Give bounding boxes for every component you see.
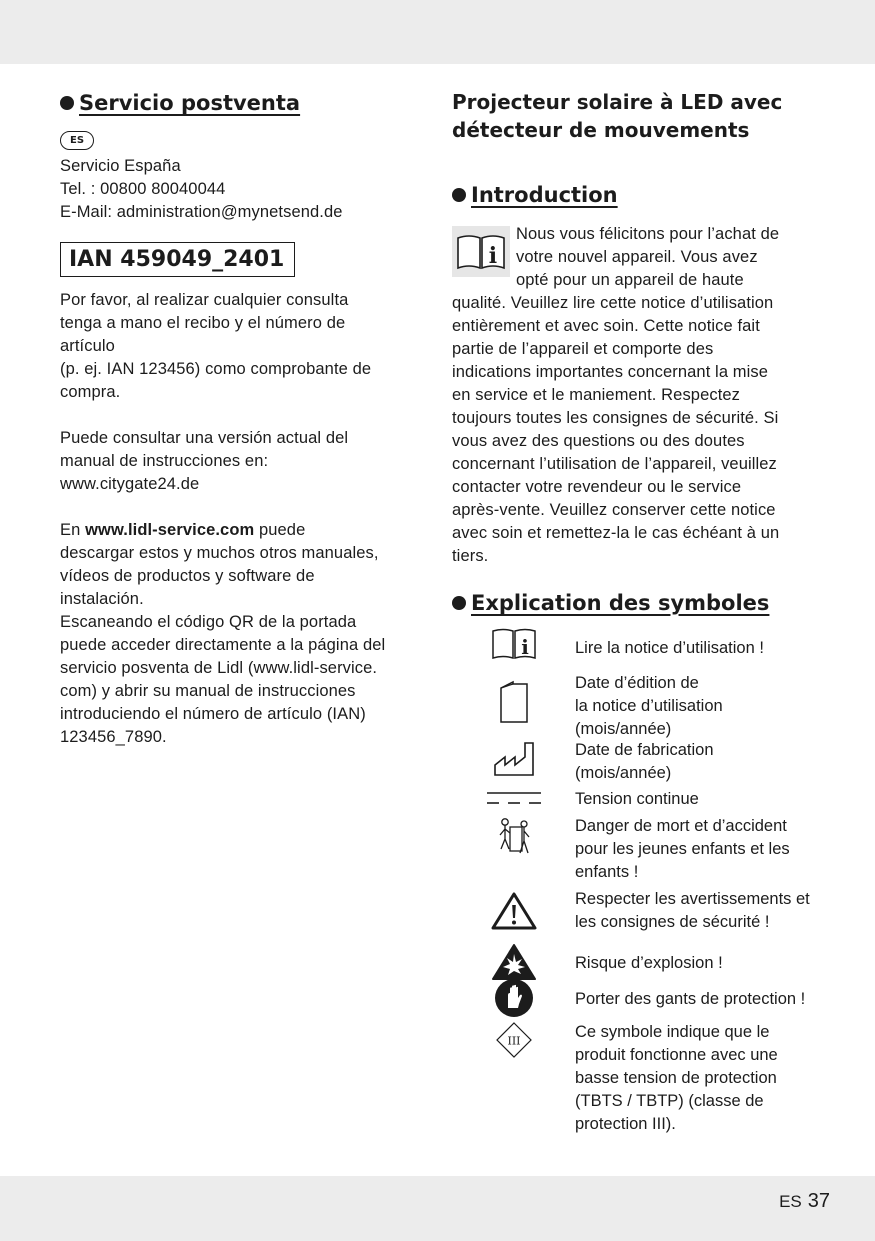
country-badge: ES	[60, 131, 94, 150]
contact-phone: Tel. : 00800 80040044	[60, 180, 226, 198]
text-line: partie de l’appareil et comporte des	[452, 340, 714, 358]
text-fragment: puede	[254, 521, 306, 539]
text-line: Risque d’explosion !	[575, 954, 723, 972]
ian-box: IAN 459049_2401	[60, 242, 295, 277]
language-code: ES	[779, 1192, 802, 1211]
text-line: tiers.	[452, 547, 489, 565]
text-line: puede acceder directamente a la página del	[60, 636, 386, 654]
symbol-description	[575, 672, 723, 741]
text-line: pour les jeunes enfants et les	[575, 840, 790, 858]
introduction-paragraph	[452, 223, 842, 568]
symbol-row	[452, 627, 842, 672]
top-band	[0, 0, 875, 64]
bullet-icon	[452, 188, 466, 202]
title-line: Projecteur solaire à LED avec	[452, 90, 783, 114]
bullet-icon	[60, 96, 74, 110]
text-line: protection III).	[575, 1115, 676, 1133]
text-line: après-vente. Veuillez conserver cette notice	[452, 501, 776, 519]
svg-text:i: i	[488, 243, 498, 269]
symbol-icon-cell	[452, 627, 575, 661]
symbol-description	[575, 788, 699, 811]
manual-info-icon	[452, 226, 510, 277]
lidl-service-link: www.lidl-service.com	[85, 521, 255, 539]
text-line: Date de fabrication	[575, 741, 714, 759]
text-line: votre nouvel appareil. Vous avez	[516, 248, 758, 266]
text-line: entièrement et avec soin. Cette notice fait	[452, 317, 760, 335]
paragraph-receipt	[60, 289, 430, 404]
text-line: Porter des gants de protection !	[575, 990, 806, 1008]
text-line: vous avez des questions ou des doutes	[452, 432, 745, 450]
text-line: opté pour un appareil de haute	[516, 271, 744, 289]
text-line: manual de instrucciones en:	[60, 452, 269, 470]
symbol-row	[452, 672, 842, 739]
text-line: Ce symbole indique que le	[575, 1023, 770, 1041]
text-line: en service et le maniement. Respectez	[452, 386, 741, 404]
left-column	[60, 88, 430, 749]
product-title	[452, 88, 842, 144]
symbol-row	[452, 739, 842, 788]
text-line: descargar estos y muchos otros manuales,	[60, 544, 379, 562]
paragraph-manual-version	[60, 427, 430, 496]
text-fragment: En	[60, 521, 86, 539]
protection-class-iii-icon	[495, 1021, 533, 1059]
heading-text: Explication des symboles	[471, 591, 770, 615]
warning-triangle-icon	[491, 891, 537, 931]
text-line: Date d’édition de	[575, 674, 699, 692]
contact-email: E-Mail: administration@mynetsend.de	[60, 203, 343, 221]
symbol-description	[575, 739, 714, 785]
text-line: Por favor, al realizar cualquier consulta	[60, 291, 349, 309]
text-line: avec soin et remettez-la le cas échéant à un	[452, 524, 780, 542]
explosion-icon	[491, 942, 537, 982]
paragraph-lidl-service	[60, 519, 430, 749]
text-line	[60, 519, 430, 542]
text-line: com) y abrir su manual de instrucciones	[60, 682, 356, 700]
symbol-icon-cell	[452, 1021, 575, 1059]
section-heading-servicio	[60, 88, 430, 118]
symbol-icon-cell	[452, 815, 575, 859]
text-line: enfants !	[575, 863, 639, 881]
symbol-icon-cell	[452, 942, 575, 982]
symbol-row	[452, 815, 842, 888]
symbol-description	[575, 988, 805, 1011]
page-footer	[779, 1188, 830, 1215]
text-line: Escaneando el código QR de la portada	[60, 613, 357, 631]
symbol-description	[575, 815, 790, 884]
symbol-icon-cell	[452, 788, 575, 808]
symbol-icon-cell	[452, 888, 575, 931]
text-line: instalación.	[60, 590, 144, 608]
section-heading-introduction	[452, 180, 842, 210]
text-line: contacter votre revendeur ou le service	[452, 478, 742, 496]
text-line: produit fonctionne avec une	[575, 1046, 778, 1064]
text-line: Nous vous félicitons pour l’achat de	[516, 225, 780, 243]
bottom-band	[0, 1176, 875, 1241]
manual-info-icon	[491, 627, 537, 661]
text-line: indications importantes concernant la mise	[452, 363, 769, 381]
text-line: Tension continue	[575, 790, 699, 808]
symbol-description	[575, 888, 810, 934]
text-line: concernant l’utilisation de l’appareil, veuillez	[452, 455, 777, 473]
symbols-table	[452, 627, 842, 1136]
text-line: artículo	[60, 337, 115, 355]
symbol-icon-cell	[452, 978, 575, 1018]
text-line: basse tension de protection	[575, 1069, 777, 1087]
symbol-icon-cell	[452, 739, 575, 779]
page-number: 37	[807, 1190, 830, 1212]
svg-text:i: i	[520, 635, 529, 659]
dc-voltage-icon	[486, 788, 542, 808]
symbol-description	[575, 1021, 778, 1136]
text-line: introduciendo el número de artículo (IAN)	[60, 705, 366, 723]
child-danger-icon	[496, 815, 532, 859]
text-line: Danger de mort et d’accident	[575, 817, 787, 835]
symbol-description	[575, 952, 723, 975]
right-column	[452, 88, 842, 1136]
heading-text: Introduction	[471, 183, 618, 207]
factory-icon	[491, 739, 537, 779]
symbol-description	[575, 637, 764, 660]
class-iii-label: III	[506, 1034, 521, 1048]
text-line: (p. ej. IAN 123456) como comprobante de	[60, 360, 372, 378]
contact-line: Servicio España	[60, 157, 181, 175]
text-line: toujours toutes les consignes de sécurité. Si	[452, 409, 779, 427]
symbol-row	[452, 1021, 842, 1136]
heading-text: Servicio postventa	[79, 91, 301, 115]
text-line: 123456_7890.	[60, 728, 167, 746]
text-line: vídeos de productos y software de	[60, 567, 315, 585]
bullet-icon	[452, 596, 466, 610]
text-line: compra.	[60, 383, 121, 401]
text-line: qualité. Veuillez lire cette notice d’utilisation	[452, 294, 774, 312]
text-line: (mois/année)	[575, 720, 672, 738]
symbol-row	[452, 788, 842, 815]
text-line: servicio posventa de Lidl (www.lidl-service.	[60, 659, 378, 677]
contact-block	[60, 155, 430, 224]
text-line: (TBTS / TBTP) (classe de	[575, 1092, 764, 1110]
text-line: tenga a mano el recibo y el número de	[60, 314, 346, 332]
section-heading-symbols	[452, 588, 842, 618]
gloves-icon	[494, 978, 534, 1018]
text-line: Respecter les avertissements et	[575, 890, 810, 908]
symbol-row	[452, 888, 842, 948]
text-line: www.citygate24.de	[60, 475, 200, 493]
text-line: la notice d’utilisation	[575, 697, 723, 715]
document-icon	[497, 678, 531, 726]
text-line: Lire la notice d’utilisation !	[575, 639, 764, 657]
text-line: les consignes de sécurité !	[575, 913, 770, 931]
symbol-row	[452, 988, 842, 1021]
symbol-icon-cell	[452, 672, 575, 726]
text-line: Puede consultar una versión actual del	[60, 429, 349, 447]
text-line: (mois/année)	[575, 764, 672, 782]
title-line: détecteur de mouvements	[452, 118, 750, 142]
